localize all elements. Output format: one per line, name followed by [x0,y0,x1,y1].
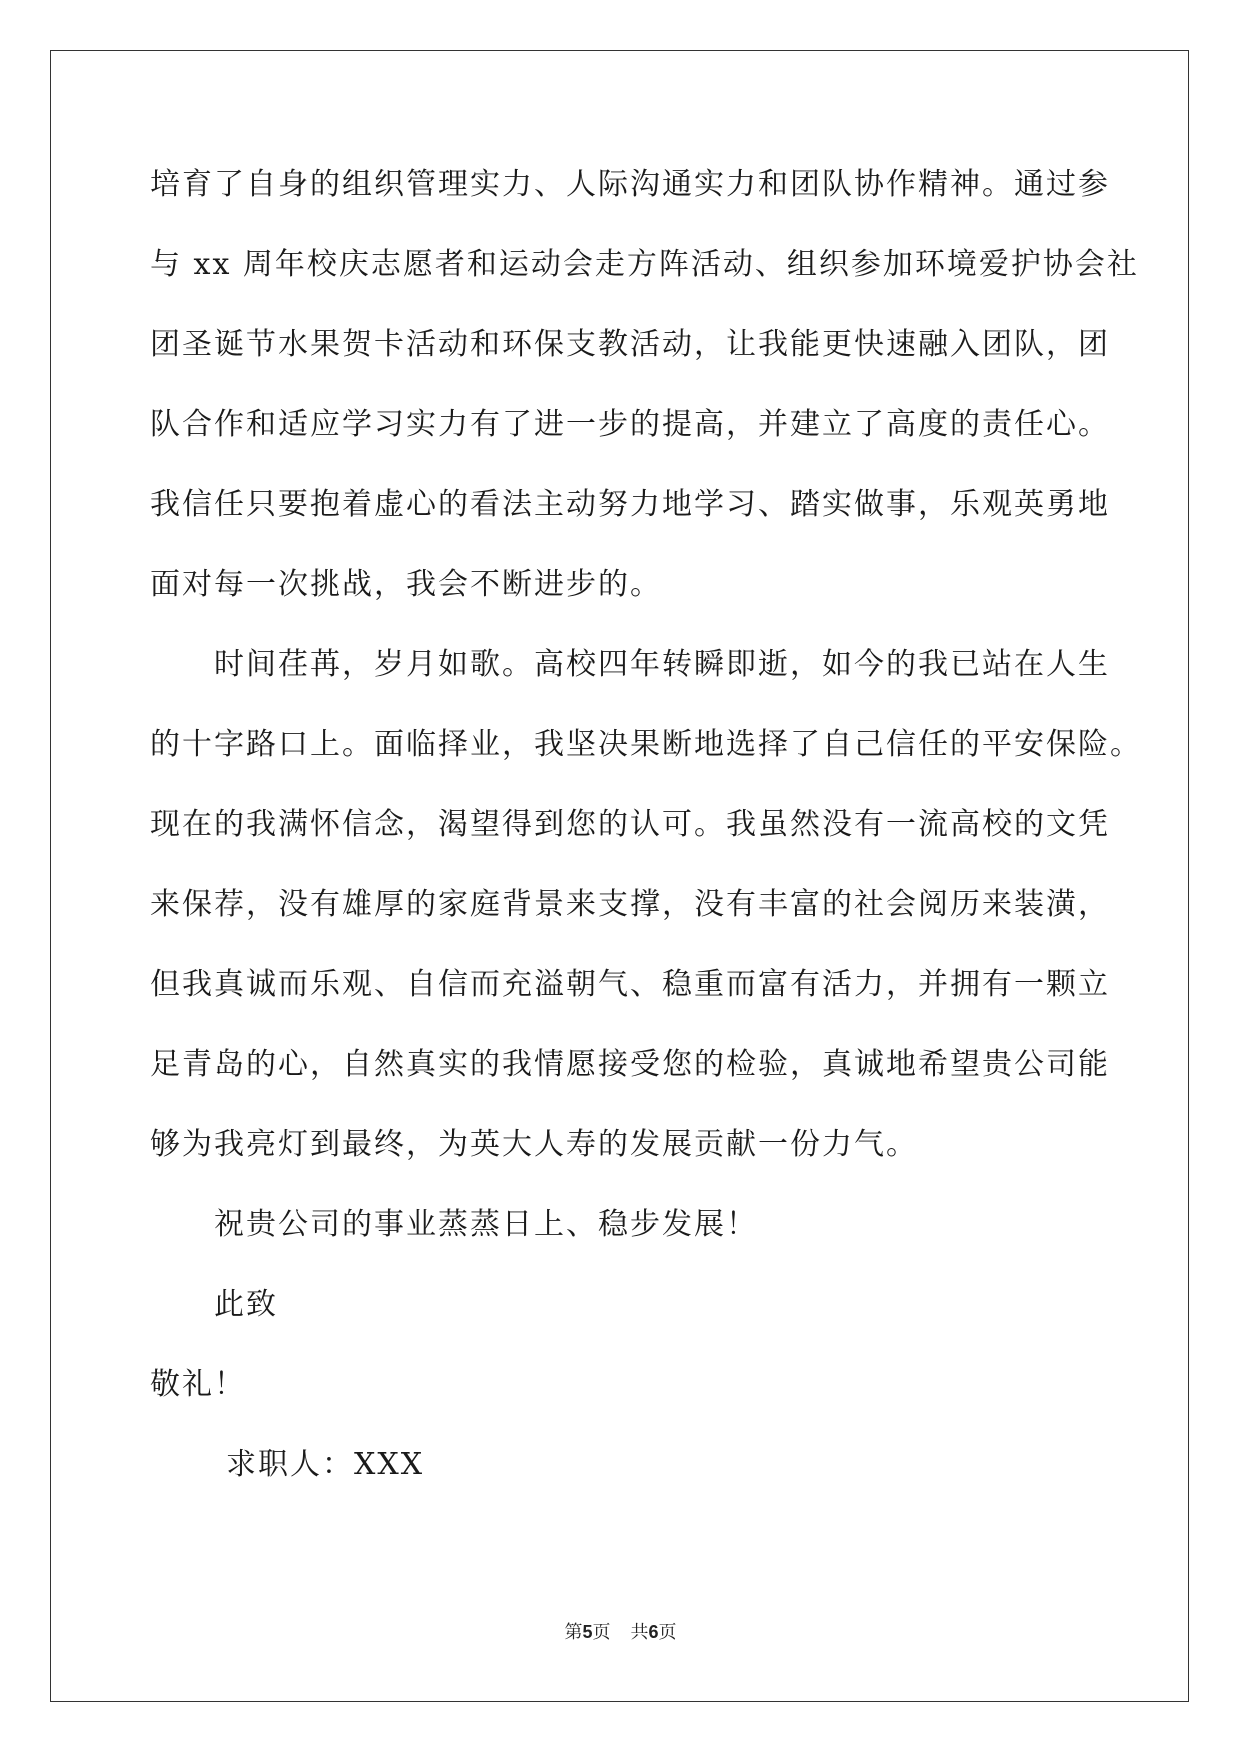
page-prefix: 第 [564,1622,583,1643]
paragraph-line: 团圣诞节水果贺卡活动和环保支教活动，让我能更快速融入团队，团 [150,327,1110,362]
closing-wish: 祝贵公司的事业蒸蒸日上、稳步发展！ [214,1207,758,1242]
paragraph-line: 足青岛的心，自然真实的我情愿接受您的检验，真诚地希望贵公司能 [150,1047,1110,1082]
total-pages-number: 6 [648,1622,659,1642]
signature-line: 求职人：XXX [226,1447,425,1482]
paragraph-line: 的十字路口上。面临择业，我坚决果断地选择了自己信任的平安保险。 [150,727,1142,762]
page-footer [0,1618,1241,1644]
salutation-cizhi: 此致 [214,1287,278,1322]
paragraph-line: 现在的我满怀信念，渴望得到您的认可。我虽然没有一流高校的文凭 [150,807,1110,842]
paragraph-line: 来保荐，没有雄厚的家庭背景来支撑，没有丰富的社会阅历来装潢， [150,887,1110,922]
paragraph-line: 与 xx 周年校庆志愿者和运动会走方阵活动、组织参加环境爱护协会社 [150,247,1139,282]
total-prefix: 共 [630,1622,649,1643]
salutation-jingli: 敬礼！ [150,1367,246,1402]
paragraph-line: 培育了自身的组织管理实力、人际沟通实力和团队协作精神。通过参 [150,167,1110,202]
letter-body [150,155,1142,1515]
paragraph-line: 但我真诚而乐观、自信而充溢朝气、稳重而富有活力，并拥有一颗立 [150,967,1110,1002]
total-suffix: 页 [658,1622,677,1643]
paragraph-line: 队合作和适应学习实力有了进一步的提高，并建立了高度的责任心。 [150,407,1110,442]
paragraph-line: 时间荏苒，岁月如歌。高校四年转瞬即逝，如今的我已站在人生 [214,647,1110,682]
current-page-number: 5 [582,1622,593,1642]
page-suffix: 页 [592,1622,611,1643]
paragraph-line: 我信任只要抱着虚心的看法主动努力地学习、踏实做事，乐观英勇地 [150,487,1110,522]
paragraph-line: 面对每一次挑战，我会不断进步的。 [150,567,662,602]
paragraph-line: 够为我亮灯到最终，为英大人寿的发展贡献一份力气。 [150,1127,918,1162]
